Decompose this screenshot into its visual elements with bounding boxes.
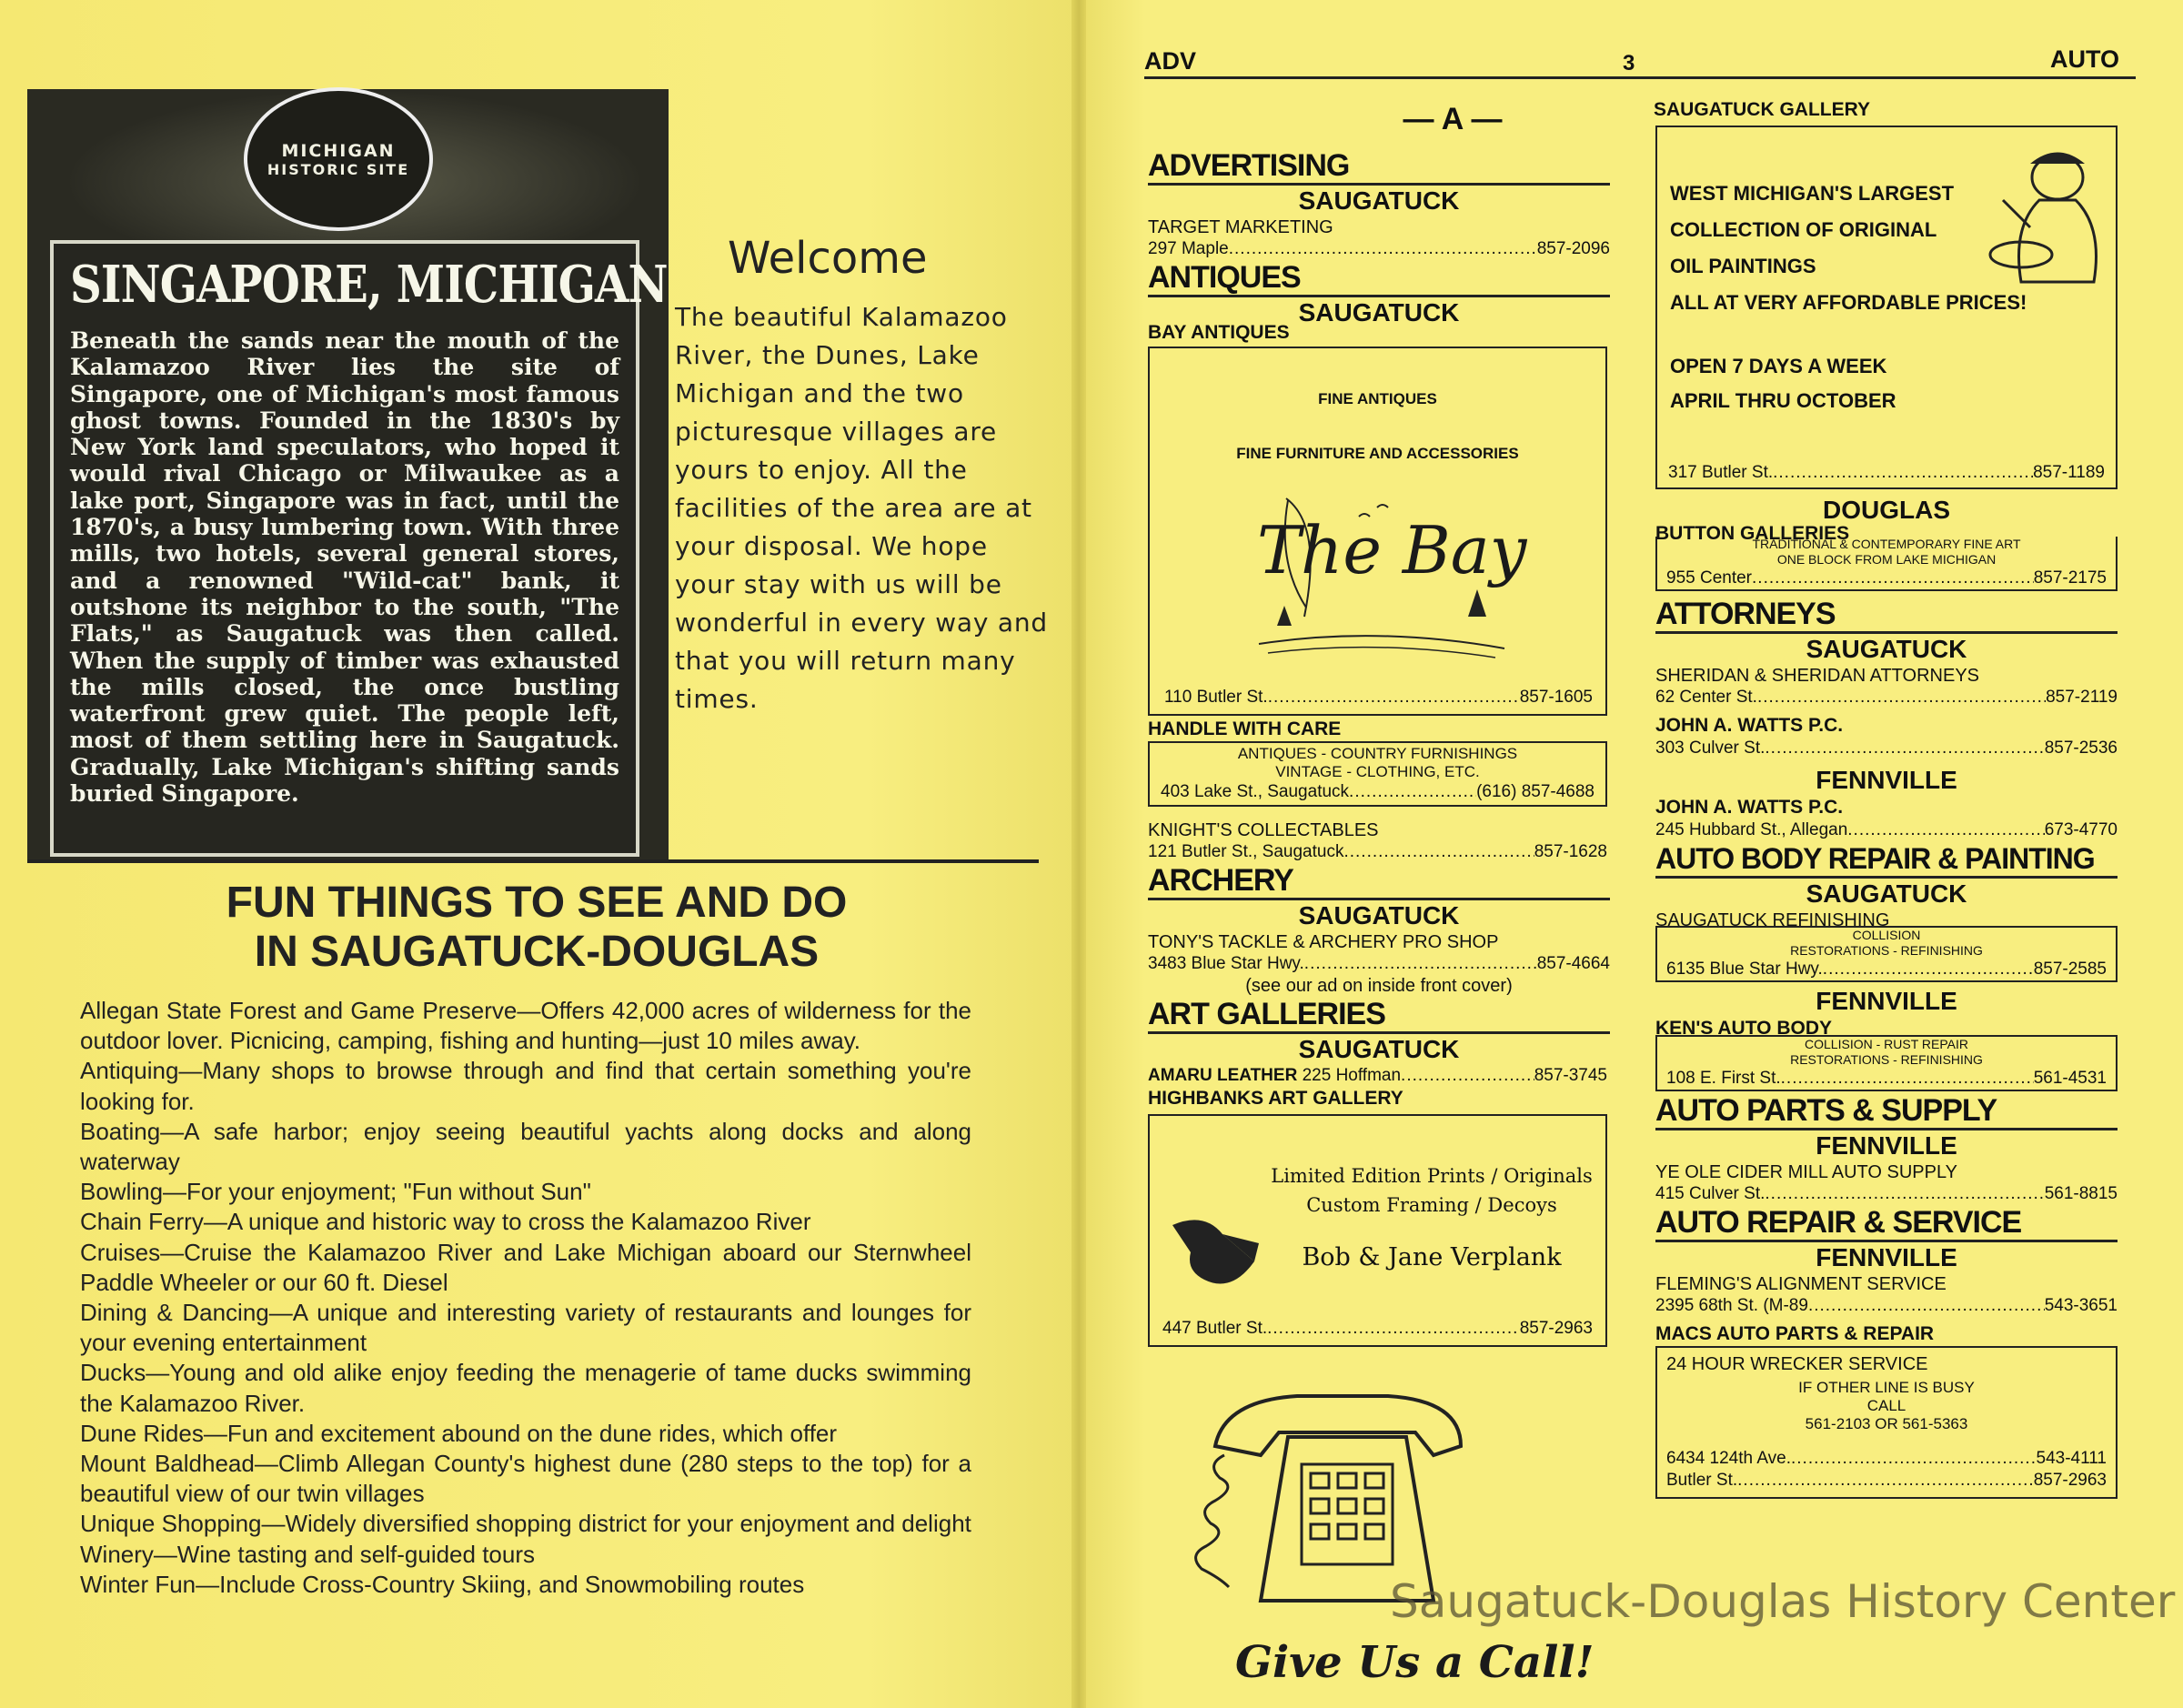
ad-line: ANTIQUES - COUNTRY FURNISHINGS <box>1237 745 1518 762</box>
listing-line <box>1655 687 2118 708</box>
ad-line: Limited Edition Prints / Originals <box>1271 1165 1593 1187</box>
list-item: Cruises—Cruise the Kalamazoo River and Lake Michigan aboard our Sternwheel Paddle Wheeler or our 60 ft. Diesel <box>80 1238 971 1296</box>
listing-line <box>1148 1065 1607 1087</box>
macs-auto-parts-ad <box>1655 1346 2118 1499</box>
town-heading: FENNVILLE <box>1816 1243 1957 1271</box>
address: 317 Butler St. <box>1668 463 1774 482</box>
town-heading: DOUGLAS <box>1823 496 1950 524</box>
business-name: SAUGATUCK REFINISHING <box>1655 910 1890 930</box>
list-item: Bowling—For your enjoyment; "Fun without Sun" <box>80 1178 591 1206</box>
ad-line: IF OTHER LINE IS BUSY <box>1798 1379 1975 1396</box>
list-item: Dune Rides—Fun and excitement abound on the dune rides, which offer <box>80 1419 838 1447</box>
fun-title-line1: FUN THINGS TO SEE AND DO <box>226 879 848 927</box>
leader-dots <box>1267 1318 1520 1340</box>
ad-line: COLLISION - RUST REPAIR <box>1805 1037 1968 1051</box>
phone: 673-4770 <box>2044 820 2118 839</box>
handle-with-care-ad <box>1148 741 1607 807</box>
category-art-galleries: ART GALLERIES <box>1148 997 1610 1034</box>
ad-line: OPEN 7 DAYS A WEEK <box>1670 355 1887 377</box>
address: 447 Butler St. <box>1162 1319 1268 1338</box>
section-divider <box>27 859 1039 863</box>
address: 415 Culver St. <box>1655 1184 1766 1203</box>
list-item: Winery—Wine tasting and self-guided tours <box>80 1540 536 1568</box>
leader-dots <box>1401 1065 1534 1087</box>
header-left: ADV <box>1144 47 1197 75</box>
town-heading: FENNVILLE <box>1816 766 1957 794</box>
saugatuck-gallery-ad <box>1655 126 2118 489</box>
ad-line: APRIL THRU OCTOBER <box>1670 389 1896 412</box>
highbanks-gallery-ad <box>1148 1114 1607 1347</box>
leader-dots <box>1757 687 2046 708</box>
page-number: 3 <box>1623 51 1635 75</box>
marker-text: Beneath the sands near the mouth of the Kalamazoo River lies the site of Singapore, one of Michigan's most famous ghost towns. Founded in the 1830's by New York land speculators, who hoped it would rival Chicago or Milwaukee as a lake port, Singapore was in fact, until the 1870's, a busy lumbering town. With three mills, two hotels, several general stores, and a renowned "Wild-cat" bank, it outshone its neighbor to the south, "The Flats," as Saugatuck was then called. When the supply of timber was exhausted the mills closed, the once bustling waterfront grew quiet. The people left, most of them settling here in Saugatuck. Gradually, Lake Michigan's shifting sands buried Singapore. <box>70 327 619 808</box>
listing-line <box>1655 738 2118 759</box>
address: 62 Center St. <box>1655 688 1757 707</box>
business-name: FLEMING'S ALIGNMENT SERVICE <box>1655 1274 1947 1294</box>
leader-dots <box>1773 462 2033 484</box>
list-item: Unique Shopping—Widely diversified shopping district for your enjoyment and delight <box>80 1510 971 1538</box>
listing-line <box>1148 841 1607 863</box>
phone: 857-3745 <box>1534 1066 1607 1085</box>
listing-line <box>1161 781 1594 803</box>
watermark: Saugatuck-Douglas History Center <box>1390 1575 2176 1628</box>
town-heading: FENNVILLE <box>1816 1131 1957 1160</box>
header-right: AUTO <box>2050 45 2120 73</box>
ad-line: ALL AT VERY AFFORDABLE PRICES! <box>1670 291 2027 314</box>
business-name: HIGHBANKS ART GALLERY <box>1148 1088 1403 1109</box>
listing-line <box>1668 462 2105 484</box>
address: 6434 124th Ave. <box>1666 1449 1791 1468</box>
address: 2395 68th St. (M-89 <box>1655 1296 1808 1315</box>
address: 955 Center <box>1666 568 1753 588</box>
phone: 857-2175 <box>2033 568 2107 588</box>
fun-things-list <box>80 996 971 1600</box>
leader-dots <box>1343 841 1534 863</box>
listing-line <box>1666 1470 2107 1492</box>
fun-title-line2: IN SAUGATUCK-DOUGLAS <box>254 928 820 976</box>
phone: 857-2585 <box>2033 959 2107 979</box>
listing-line <box>1655 1295 2118 1317</box>
town-heading: SAUGATUCK <box>1298 1035 1460 1063</box>
address: 3483 Blue Star Hwy. <box>1148 954 1304 973</box>
list-item: Dining & Dancing—A unique and interesting variety of restaurants and lounges for your evening entertainment <box>80 1299 971 1357</box>
business-name: YE OLE CIDER MILL AUTO SUPPLY <box>1655 1162 1957 1182</box>
leader-dots <box>1847 819 2044 841</box>
leader-dots <box>1765 1183 2044 1205</box>
category-archery: ARCHERY <box>1148 863 1610 900</box>
kens-auto-body-ad <box>1655 1035 2118 1091</box>
town-heading: SAUGATUCK <box>1298 298 1460 327</box>
address: 297 Maple <box>1148 239 1229 258</box>
leader-dots <box>1791 1448 2037 1470</box>
ad-note: (see our ad on inside front cover) <box>1245 976 1513 996</box>
goose-decoy-icon <box>1168 1207 1268 1298</box>
leader-dots <box>1823 959 2034 980</box>
business-name: JOHN A. WATTS P.C. <box>1655 797 1844 818</box>
ad-line: 561-2103 OR 561-5363 <box>1805 1415 1968 1432</box>
business-name-with-address <box>1148 1065 1401 1087</box>
business-name: BUTTON GALLERIES <box>1655 523 1850 544</box>
address: Butler St. <box>1666 1471 1738 1490</box>
business-name: JOHN A. WATTS P.C. <box>1655 715 1844 736</box>
category-auto-body: AUTO BODY REPAIR & PAINTING <box>1655 841 2118 879</box>
phone: (616) 857-4688 <box>1476 782 1594 801</box>
left-page <box>0 0 1079 1708</box>
business-name: AMARU LEATHER <box>1148 1066 1298 1085</box>
ad-line: 24 HOUR WRECKER SERVICE <box>1666 1354 1928 1374</box>
business-name: KEN'S AUTO BODY <box>1655 1018 1833 1039</box>
phone: 857-2963 <box>2033 1471 2107 1490</box>
leader-dots <box>1349 781 1476 803</box>
listing-line <box>1164 687 1593 708</box>
leader-dots <box>1808 1295 2045 1317</box>
ad-line: Bob & Jane Verplank <box>1302 1243 1562 1271</box>
listing-line <box>1666 959 2107 980</box>
listing-line <box>1655 819 2118 841</box>
book-gutter <box>1071 0 1086 1708</box>
badge-top-text: MICHIGAN <box>281 140 396 161</box>
business-name: TONY'S TACKLE & ARCHERY PRO SHOP <box>1148 932 1499 952</box>
ad-line: ONE BLOCK FROM LAKE MICHIGAN <box>1776 552 1997 567</box>
phone: 857-1189 <box>2033 463 2105 482</box>
list-item: Allegan State Forest and Game Preserve—Offers 42,000 acres of wilderness for the outdoor lover. Picnicing, camping, fishing and hunting—just 10 miles away. <box>80 997 971 1055</box>
welcome-text: The beautiful Kalamazoo River, the Dunes, Lake Michigan and the two picturesque villages are yours to enjoy. All the facilities of the area are at your disposal. We hope your stay with us will be wonderful in every way and that you will return many times. <box>675 302 1049 714</box>
leader-dots <box>1752 568 2034 589</box>
address: 108 E. First St. <box>1666 1069 1781 1088</box>
category-auto-parts: AUTO PARTS & SUPPLY <box>1655 1093 2118 1130</box>
listing-line <box>1666 568 2107 589</box>
ad-line: WEST MICHIGAN'S LARGEST <box>1670 182 1955 205</box>
phone: 561-4531 <box>2033 1069 2107 1088</box>
right-page <box>1079 0 2183 1708</box>
list-item: Ducks—Young and old alike enjoy feeding the menagerie of tame ducks swimming the Kalamazoo River. <box>80 1359 971 1417</box>
painter-illustration-icon <box>1985 146 2112 327</box>
give-us-a-call-text: Give Us a Call! <box>1235 1637 1594 1688</box>
town-heading: SAUGATUCK <box>1806 635 1967 663</box>
business-name: BAY ANTIQUES <box>1148 322 1290 343</box>
phone: 543-3651 <box>2044 1296 2118 1315</box>
ad-line: OIL PAINTINGS <box>1670 255 1816 277</box>
saugatuck-refinishing-ad <box>1655 926 2118 982</box>
directory-column-2 <box>1655 98 2138 1499</box>
town-heading: SAUGATUCK <box>1298 186 1460 215</box>
leader-dots <box>1737 1470 2034 1492</box>
ad-line: Custom Framing / Decoys <box>1306 1194 1557 1216</box>
leader-dots <box>1304 953 1537 975</box>
address: 225 Hoffman <box>1302 1066 1402 1085</box>
ad-line: VINTAGE - CLOTHING, ETC. <box>1275 763 1480 780</box>
phone: 857-2963 <box>1519 1319 1593 1338</box>
category-auto-repair: AUTO REPAIR & SERVICE <box>1655 1205 2118 1242</box>
listing-line <box>1666 1068 2107 1090</box>
address: 110 Butler St. <box>1164 688 1268 707</box>
leader-dots <box>1765 738 2044 759</box>
badge-bottom-text: HISTORIC SITE <box>267 160 410 178</box>
list-item: Winter Fun—Include Cross-Country Skiing, and Snowmobiling routes <box>80 1570 805 1598</box>
listing-line <box>1148 953 1610 975</box>
leader-dots <box>1268 687 1520 708</box>
ad-line: COLLECTION OF ORIGINAL <box>1670 218 1937 241</box>
bay-antiques-ad <box>1148 347 1607 716</box>
town-heading: SAUGATUCK <box>1806 879 1967 908</box>
ad-line: RESTORATIONS - REFINISHING <box>1790 943 1983 958</box>
listing-line <box>1655 1183 2118 1205</box>
category-attorneys: ATTORNEYS <box>1655 597 2118 634</box>
phone: 857-2119 <box>2046 688 2118 707</box>
town-heading: FENNVILLE <box>1816 987 1957 1015</box>
category-antiques: ANTIQUES <box>1148 260 1610 297</box>
phone: 857-2096 <box>1536 239 1610 258</box>
listing-line <box>1666 1448 2107 1470</box>
ad-line: CALL <box>1866 1397 1906 1414</box>
phone: 857-2536 <box>2044 738 2118 758</box>
ad-line: RESTORATIONS - REFINISHING <box>1790 1052 1983 1067</box>
header-rule <box>1144 76 2136 79</box>
business-name: HANDLE WITH CARE <box>1148 718 1342 739</box>
listing-line <box>1162 1318 1593 1340</box>
fun-things-title <box>36 879 1037 977</box>
business-name: KNIGHT'S COLLECTABLES <box>1148 820 1379 840</box>
ad-line: FINE FURNITURE AND ACCESSORIES <box>1236 445 1519 462</box>
address: 121 Butler St., Saugatuck <box>1148 842 1344 861</box>
welcome-title: Welcome <box>728 233 928 284</box>
leader-dots <box>1781 1068 2034 1090</box>
marker-title: SINGAPORE, MICHIGAN <box>70 255 668 315</box>
phone: 543-4111 <box>2036 1449 2107 1468</box>
ad-line: TRADITIONAL & CONTEMPORARY FINE ART <box>1752 537 2021 551</box>
business-name: SAUGATUCK GALLERY <box>1654 99 1870 120</box>
ad-line: FINE ANTIQUES <box>1318 390 1437 407</box>
list-item: Boating—A safe harbor; enjoy seeing beautiful yachts along docks and along waterway <box>80 1117 971 1176</box>
list-item: Mount Baldhead—Climb Allegan County's highest dune (280 steps to the top) for a beautiful view of our twin villages <box>80 1450 971 1508</box>
address: 403 Lake St., Saugatuck <box>1161 782 1350 801</box>
business-name: MACS AUTO PARTS & REPAIR <box>1655 1323 1935 1344</box>
list-item: Chain Ferry—A unique and historic way to cross the Kalamazoo River <box>80 1208 811 1236</box>
historic-marker-sign <box>50 240 668 857</box>
town-heading: SAUGATUCK <box>1298 901 1460 929</box>
list-item: Antiquing—Many shops to browse through and find that certain something you're looking for. <box>80 1057 971 1115</box>
phone: 857-4664 <box>1536 954 1610 973</box>
phone: 857-1628 <box>1534 842 1607 861</box>
address: 6135 Blue Star Hwy. <box>1666 959 1823 979</box>
leader-dots <box>1229 238 1537 260</box>
the-bay-logo-text: The Bay <box>1257 512 1527 588</box>
ad-line: COLLISION <box>1852 928 1921 942</box>
business-name: SHERIDAN & SHERIDAN ATTORNEYS <box>1655 666 1979 686</box>
address: 245 Hubbard St., Allegan <box>1655 820 1848 839</box>
address: 303 Culver St. <box>1655 738 1766 758</box>
phone: 561-8815 <box>2044 1184 2118 1203</box>
michigan-historic-site-badge <box>244 87 433 231</box>
business-name: TARGET MARKETING <box>1148 217 1333 237</box>
category-advertising: ADVERTISING <box>1148 148 1610 186</box>
phone: 857-1605 <box>1519 688 1593 707</box>
listing-line <box>1148 238 1610 260</box>
section-letter: — A — <box>1403 102 1503 136</box>
